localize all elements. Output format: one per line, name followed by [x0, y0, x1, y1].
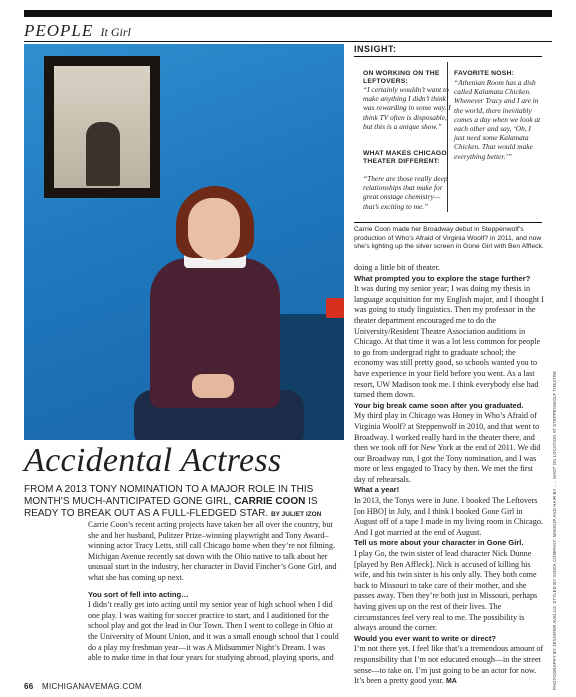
section-label [24, 21, 131, 41]
deck-text-2: IS READY TO BREAK OUT AS A FULL-FLEDGED STAR. [24, 495, 318, 519]
article-deck [24, 484, 342, 520]
insight-rule [354, 56, 542, 57]
framed-picture-figure [86, 122, 120, 186]
deck-name: CARRIE COON [234, 495, 306, 507]
deck-text: FROM A 2013 TONY NOMINATION TO A MAJOR ROLE IN THIS MONTH’S MUCH-ANTICIPATED GONE GIRL, [24, 484, 314, 507]
folio [24, 682, 142, 691]
subsection-name: It Girl [100, 25, 131, 39]
body-paragraph: In 2013, the Tonys were in June. I booked The Leftovers [on HBO] in July, and I think I booked Gone Girl in August off of a tape I made in my living room in Chicago. And I got married at the end of August. [354, 496, 543, 537]
body-paragraph: I play Go, the twin sister of lead character Nick Dunne [played by Ben Affleck]. Nick is accused of killing his wife, and his twin sister is his only ally. They both come back to Missouri to take care of their mother, and she passes away. Then they’re both just in Missouri, perhaps having given up on the rest of their lives. The circumstances feel very real to me. The possibility is always around the corner. [354, 549, 538, 633]
interview-question: What a year! [354, 485, 400, 495]
photo-caption: Carrie Coon made her Broadway debut in Steppenwolf’s production of Who’s Afraid of Virginia Woolf? in 2011, and now she’s lighting up the silver screen in Gone Girl with Ben Affleck. [354, 226, 544, 251]
interview-question: You sort of fell into acting… [88, 589, 189, 599]
red-mug [326, 298, 344, 318]
insight-bottom-rule [354, 222, 542, 223]
subject-face [188, 198, 240, 260]
body-paragraph: I didn’t really get into acting until my senior year of high school when I did one play. I was waiting for soccer practice to start, and I auditioned for the school play and got the lead in Our Town. Then I went to college in Ohio at the University of Mount Union, and it was a small enough school that I could do a play my freshman year—it was A Midsummer Night’s Dream. I was able to make time in that four years for studying abroad, playing sports, and [88, 600, 339, 663]
body-paragraph: It was during my senior year; I was doing my thesis in language acquisition for my English major, and I thought I was going to study linguistics. Then my professor in the theater department encouraged me to do the University/Resident Theatre Association auditions in Chicago. At that time it was a lot less common for people to go from undergrad right to graduate school; the economy was still pretty good, so schools wanted you to have experience in your field before you went. As a last resort, UW Madison took me. I think everybody else had turned them down. [354, 284, 544, 400]
interview-question: What prompted you to explore the stage further? [354, 273, 531, 283]
body-column-right [354, 263, 544, 688]
insight-quote: “There are those really deep relationships that make for great onstage chemistry—that’s exciting to me.” [363, 174, 448, 211]
section-name: PEOPLE [24, 21, 94, 40]
photo-credit: PHOTOGRAPHY BY JENNIFER AVELLO; STYLED BY GOSIA COMPANY; MAKEUP AND HAIR BY ... ; SHOT ON LOCATION AT STEPPENWOLF THEATRE [552, 370, 557, 690]
intro-paragraph: Carrie Coon’s recent acting projects have taken her all over the country, but she and her husband, Pulitzer Prize–winning playwright and Tony Award–winning actor Tracy Letts, still call Chicago home when they’re not filming. Michigan Avenue recently sat down with the Ohio native to talk about her unusual start in the industry, her character in David Fincher’s Gone Girl, and what she has coming up next. [88, 520, 337, 582]
body-paragraph: My third play in Chicago was Honey in Who’s Afraid of Virginia Woolf? at Steppenwolf in 2010, and that went to Broadway. I worked really hard in the theater there, and then we took off for New York at the end of 2011. We did our Broadway run, I got the Tony nomination, and I was more or less engaged to Tracy by then. We met the first day of rehearsals. [354, 411, 541, 484]
interview-question: Would you ever want to write or direct? [354, 633, 497, 643]
page-number: 66 [24, 682, 34, 691]
insight-heading: WHAT MAKES CHICAGO THEATER DIFFERENT: [363, 150, 447, 165]
insight-heading: ON WORKING ON THE LEFTOVERS: [363, 70, 440, 85]
header-rule [24, 41, 552, 42]
article-headline: Accidental Actress [24, 442, 282, 479]
insight-title: INSIGHT: [354, 44, 397, 54]
body-paragraph [354, 644, 544, 687]
interview-question: Tell us more about your character in Gone Girl. [354, 538, 524, 548]
portrait-photo [24, 44, 344, 440]
byline: BY JULIET IZON [270, 510, 322, 518]
subject-hands [192, 374, 234, 398]
site-url: MICHIGANAVEMAG.COM [42, 682, 142, 691]
body-column-left [88, 520, 340, 664]
header-bar [24, 10, 552, 17]
insight-quote: “I certainly wouldn’t want to make anything I didn’t think was rewarding in some way. I think TV often is disposable, but this is a unique show.” [363, 85, 451, 131]
insight-heading: FAVORITE NOSH: [454, 70, 515, 77]
final-answer: I’m not there yet. I feel like that’s a tremendous amount of responsibility that I’m not educated enough—in the street sense—to take on. I’m just going to be an actor for now. It’s been a pretty good year. [354, 644, 544, 686]
body-paragraph: doing a little bit of theater. [354, 263, 440, 272]
interview-question: Your big break came soon after you graduated. [354, 400, 524, 410]
end-mark: MA [445, 678, 457, 686]
insight-quote: “Athenian Room has a dish called Kalamata Chicken. Whenever Tracy and I are in the world, there inevitably comes a day when we look at each other and say, ‘Oh, I just need some Kalamata Chicken. That would make everything better.’” [454, 78, 541, 161]
